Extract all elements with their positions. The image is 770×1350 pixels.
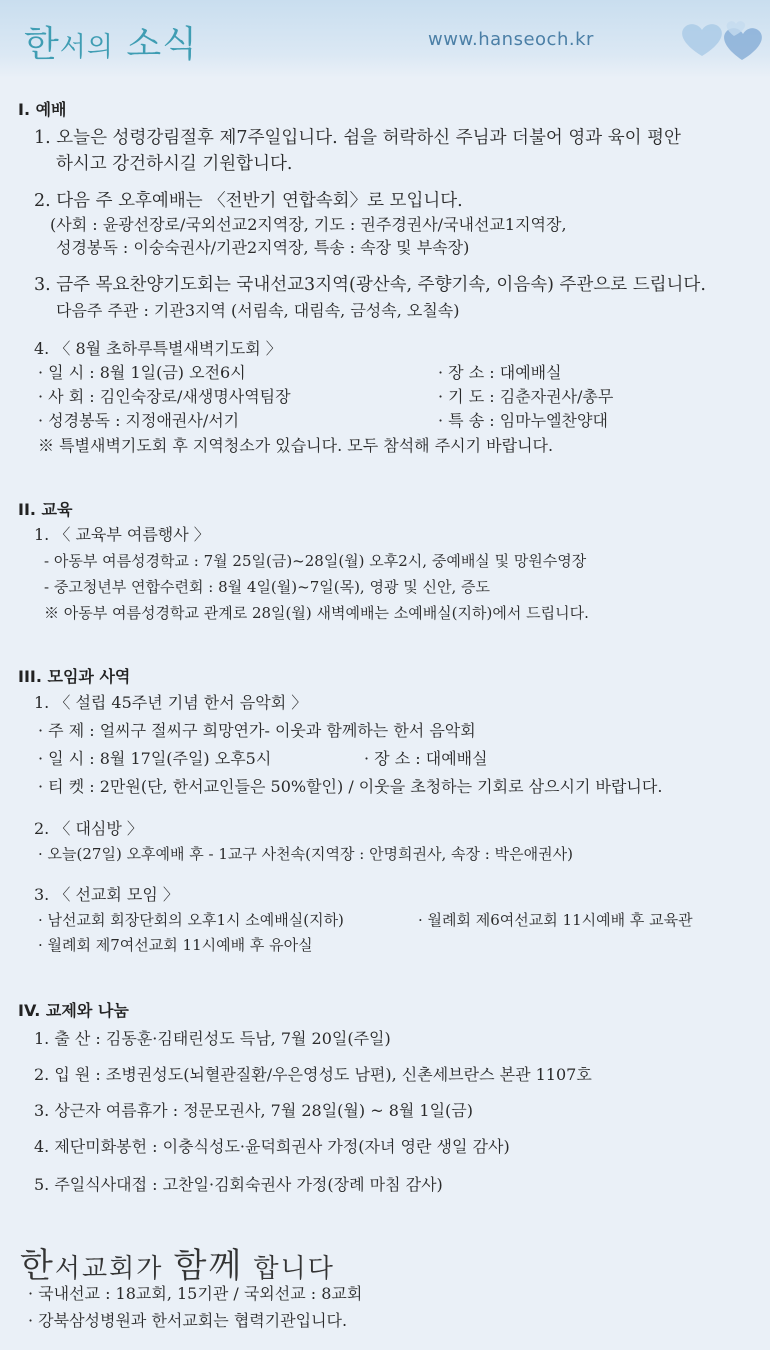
title-news: 소식 xyxy=(126,24,198,65)
worship-item4-reading: · 성경봉독 : 지정애권사/서기 xyxy=(38,411,240,430)
worship-item4-place: · 장 소 : 대예배실 xyxy=(438,363,562,382)
page-title xyxy=(24,16,198,67)
education-item1-line2: - 중고청년부 연합수련회 : 8월 4일(월)~7일(목), 영광 및 신안, 증도 xyxy=(44,578,490,596)
header-banner xyxy=(0,0,770,78)
education-item1-title: 1. 〈 교육부 여름행사 〉 xyxy=(34,525,210,544)
ministry-item1-place: · 장 소 : 대예배실 xyxy=(364,749,488,768)
footer-title-part2: 서교회가 xyxy=(54,1254,174,1284)
footer-partner-line: · 강북삼성병원과 한서교회는 협력기관입니다. xyxy=(28,1311,348,1330)
worship-item4-host: · 사 회 : 김인숙장로/새생명사역팀장 xyxy=(38,387,291,406)
fellowship-item4: 4. 제단미화봉헌 : 이충식성도·윤덕희권사 가정(자녀 영란 생일 감사) xyxy=(34,1137,510,1156)
worship-item4-date: · 일 시 : 8월 1일(금) 오전6시 xyxy=(38,363,246,382)
footer-title-together: 함께 xyxy=(173,1246,244,1286)
worship-item4-special-song: · 특 송 : 임마누엘찬양대 xyxy=(438,411,608,430)
worship-item3-line2: 다음주 주관 : 기관3지역 (서림속, 대림속, 금성속, 오칠속) xyxy=(56,301,460,320)
worship-item2-line2: (사회 : 윤광선장로/국외선교2지역장, 기도 : 권주경권사/국내선교1지역장, xyxy=(50,215,567,234)
ministry-item3-title: 3. 〈 선교회 모임 〉 xyxy=(34,885,179,904)
section-heading-education: II. 교육 xyxy=(18,500,73,519)
worship-item4-note: ※ 특별새벽기도회 후 지역청소가 있습니다. 모두 참석해 주시기 바랍니다. xyxy=(38,436,554,455)
ministry-item3-line1-right: · 월례회 제6여선교회 11시예배 후 교육관 xyxy=(418,911,693,929)
worship-item3-line1: 3. 금주 목요찬양기도회는 국내선교3지역(광산속, 주향기속, 이음속) 주관으로 드립니다. xyxy=(34,275,706,295)
footer-title-part4: 합니다 xyxy=(243,1254,335,1284)
ministry-item1-theme: · 주 제 : 얼씨구 절씨구 희망연가- 이웃과 함께하는 한서 음악회 xyxy=(38,721,476,740)
worship-item1-line1: 1. 오늘은 성령강림절후 제7주일입니다. 쉼을 허락하신 주님과 더불어 영과 육이 평안 xyxy=(34,128,681,148)
ministry-item1-date: · 일 시 : 8월 17일(주일) 오후5시 xyxy=(38,749,272,768)
ministry-item2-line1: · 오늘(27일) 오후예배 후 - 1교구 사천속(지역장 : 안명희권사, 속장 : 박은애권사) xyxy=(38,845,573,863)
worship-item2-line1: 2. 다음 주 오후예배는 〈전반기 연합속회〉로 모입니다. xyxy=(34,191,463,211)
fellowship-item2: 2. 입 원 : 조병권성도(뇌혈관질환/우은영성도 남편), 신촌세브란스 본관 1107호 xyxy=(34,1065,592,1084)
title-han: 한 xyxy=(24,24,60,65)
ministry-item2-title: 2. 〈 대심방 〉 xyxy=(34,819,143,838)
ministry-item1-ticket: · 티 켓 : 2만원(단, 한서교인들은 50%할인) / 이웃을 초청하는 기회로 삼으시기 바랍니다. xyxy=(38,777,663,796)
education-item1-line1: - 아동부 여름성경학교 : 7월 25일(금)~28일(월) 오후2시, 중예배실 및 망원수영장 xyxy=(44,552,587,570)
footer-title xyxy=(20,1238,335,1287)
fellowship-item5: 5. 주일식사대접 : 고찬일·김회숙권사 가정(장례 마침 감사) xyxy=(34,1175,443,1194)
education-item1-note: ※ 아동부 여름성경학교 관계로 28일(월) 새벽예배는 소예배실(지하)에서 드립니다. xyxy=(44,604,589,622)
footer-mission-line: · 국내선교 : 18교회, 15기관 / 국외선교 : 8교회 xyxy=(28,1284,363,1303)
worship-item2-line3: 성경봉독 : 이숭숙권사/기관2지역장, 특송 : 속장 및 부속장) xyxy=(56,238,470,257)
hearts-decoration-icon xyxy=(672,8,770,78)
website-url[interactable]: www.hanseoch.kr xyxy=(428,29,594,50)
ministry-item3-line2: · 월례회 제7여선교회 11시예배 후 유아실 xyxy=(38,936,313,954)
fellowship-item1: 1. 출 산 : 김동훈·김태린성도 득남, 7월 20일(주일) xyxy=(34,1029,391,1048)
worship-item4-title: 4. 〈 8월 초하루특별새벽기도회 〉 xyxy=(34,339,282,358)
section-heading-fellowship: IV. 교제와 나눔 xyxy=(18,1001,129,1020)
fellowship-item3: 3. 상근자 여름휴가 : 정문모권사, 7월 28일(월) ~ 8월 1일(금) xyxy=(34,1101,473,1120)
section-heading-ministry: III. 모임과 사역 xyxy=(18,667,131,686)
ministry-item1-title: 1. 〈 설립 45주년 기념 한서 음악회 〉 xyxy=(34,693,308,712)
worship-item4-prayer: · 기 도 : 김춘자권사/총무 xyxy=(438,387,614,406)
section-heading-worship: I. 예배 xyxy=(18,100,67,119)
worship-item1-line2: 하시고 강건하시길 기원합니다. xyxy=(56,154,293,174)
ministry-item3-line1-left: · 남선교회 회장단회의 오후1시 소예배실(지하) xyxy=(38,911,344,929)
title-rest: 서의 xyxy=(59,32,114,63)
footer-title-han: 한 xyxy=(20,1246,55,1286)
